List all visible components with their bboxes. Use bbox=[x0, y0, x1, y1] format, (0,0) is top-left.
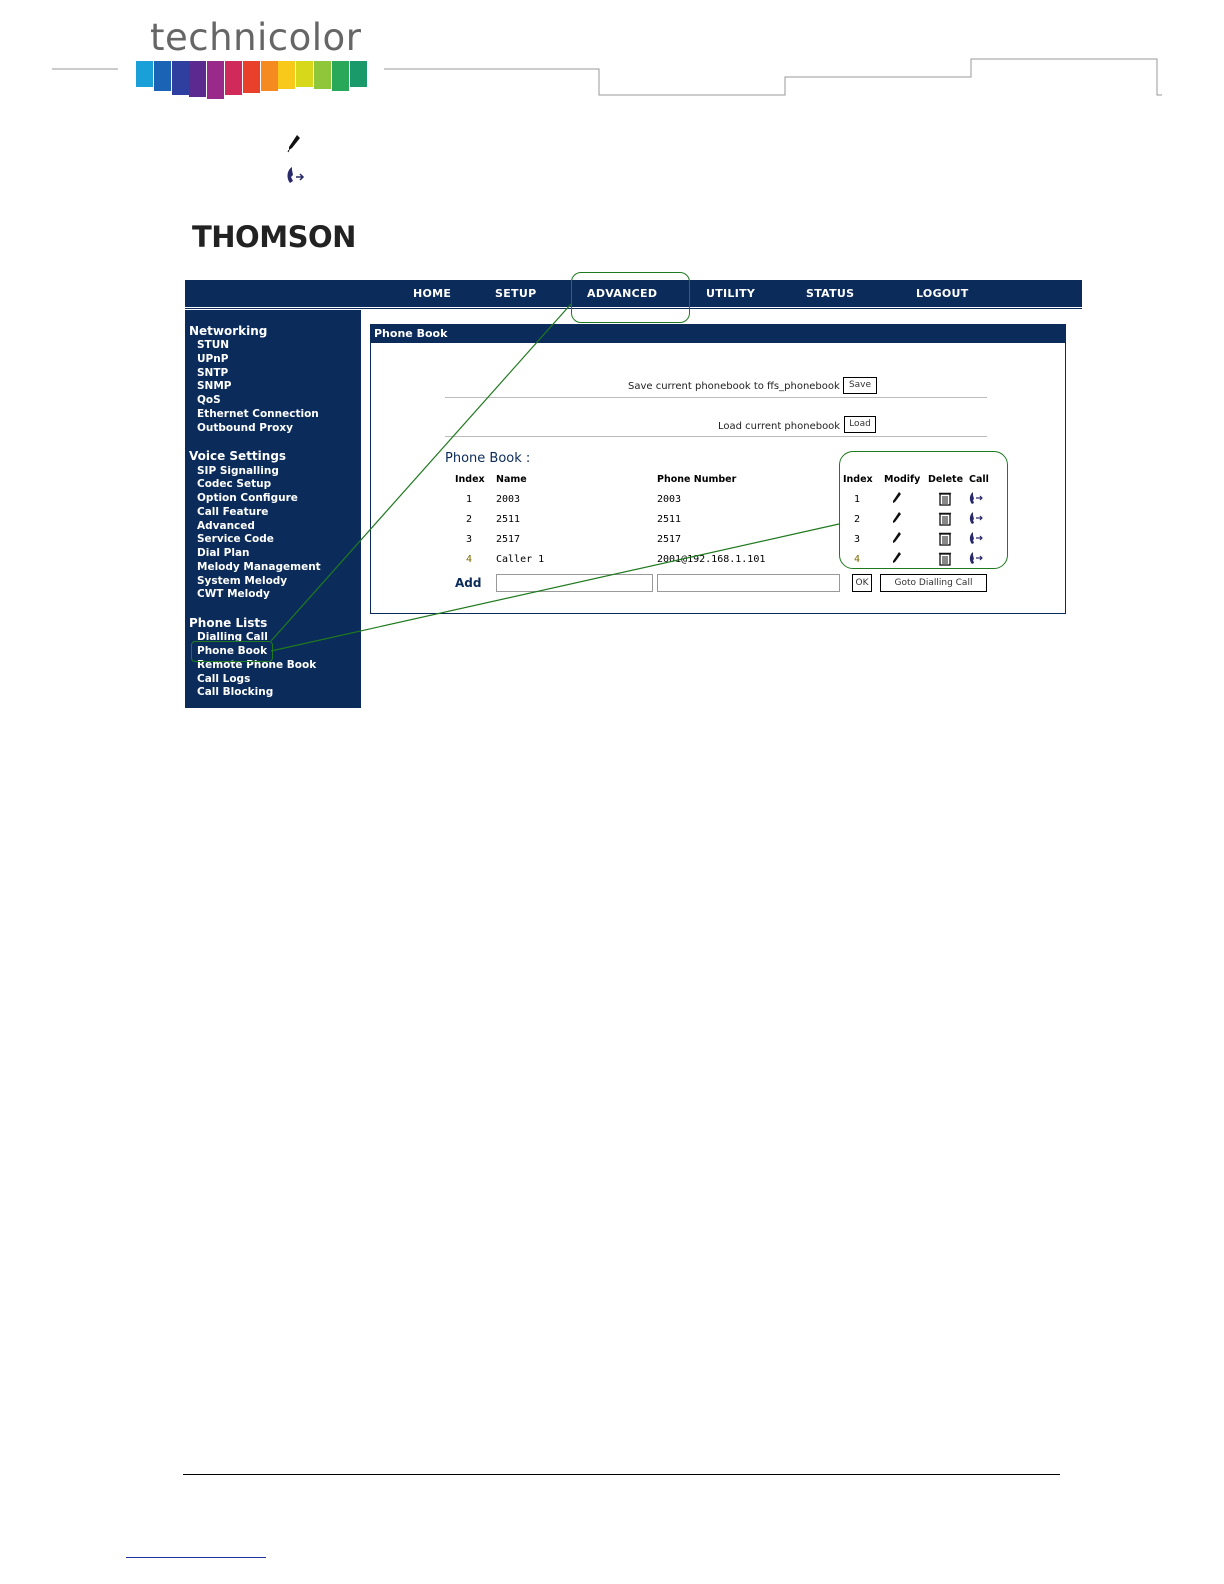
load-button[interactable]: Load bbox=[844, 416, 876, 433]
col-header-index: Index bbox=[455, 474, 485, 485]
sidebar-section-voice-settings: Voice Settings bbox=[189, 449, 287, 463]
sidebar-item-dial-plan[interactable]: Dial Plan bbox=[197, 547, 250, 559]
sidebar-section-phone-lists: Phone Lists bbox=[189, 616, 268, 630]
annotation-lines bbox=[0, 0, 1224, 720]
technicolor-logo-text: technicolor bbox=[150, 16, 362, 59]
nav-logout[interactable]: LOGOUT bbox=[916, 287, 969, 300]
sidebar-item-option-configure[interactable]: Option Configure bbox=[197, 492, 298, 504]
sidebar-item-outbound-proxy[interactable]: Outbound Proxy bbox=[197, 422, 293, 434]
col-header-index-2: Index bbox=[843, 474, 873, 485]
add-label: Add bbox=[455, 576, 482, 590]
ok-button[interactable]: OK bbox=[852, 574, 872, 592]
sidebar-item-stun[interactable]: STUN bbox=[197, 339, 230, 351]
col-header-delete: Delete bbox=[928, 474, 964, 485]
nav-advanced[interactable]: ADVANCED bbox=[587, 287, 658, 300]
row-index: 3 bbox=[466, 534, 473, 545]
sidebar-item-advanced[interactable]: Advanced bbox=[197, 520, 255, 532]
row-index: 2 bbox=[466, 514, 473, 525]
thomson-logo: THOMSON bbox=[192, 220, 356, 254]
save-phonebook-text: Save current phonebook to ffs_phonebook bbox=[628, 381, 840, 392]
sidebar-item-sntp[interactable]: SNTP bbox=[197, 367, 229, 379]
row-index: 1 bbox=[466, 494, 473, 505]
sidebar-item-call-blocking[interactable]: Call Blocking bbox=[197, 686, 274, 698]
nav-status[interactable]: STATUS bbox=[806, 287, 855, 300]
nav-home[interactable]: HOME bbox=[413, 287, 452, 300]
footer-rule bbox=[183, 1474, 1060, 1475]
row-phone-number: 2003 bbox=[657, 494, 682, 505]
sidebar-item-melody-management[interactable]: Melody Management bbox=[197, 561, 321, 573]
sidebar-item-snmp[interactable]: SNMP bbox=[197, 380, 232, 392]
sidebar-item-call-logs[interactable]: Call Logs bbox=[197, 673, 251, 685]
row-index-2: 3 bbox=[854, 534, 861, 545]
row-name: 2003 bbox=[496, 494, 521, 505]
load-phonebook-text: Load current phonebook bbox=[718, 421, 841, 432]
save-button[interactable]: Save bbox=[843, 377, 877, 394]
sidebar-item-upnp[interactable]: UPnP bbox=[197, 353, 229, 365]
col-header-modify: Modify bbox=[884, 474, 921, 485]
col-header-name: Name bbox=[496, 474, 527, 485]
col-header-phone-number: Phone Number bbox=[657, 474, 737, 485]
sidebar-item-cwt-melody[interactable]: CWT Melody bbox=[197, 588, 270, 600]
row-index-2: 2 bbox=[854, 514, 861, 525]
goto-dialling-call-button[interactable]: Goto Dialling Call bbox=[880, 574, 987, 592]
sidebar-section-networking: Networking bbox=[189, 324, 268, 338]
sidebar-item-sip-signalling[interactable]: SIP Signalling bbox=[197, 465, 279, 477]
nav-utility[interactable]: UTILITY bbox=[706, 287, 756, 300]
row-name: 2517 bbox=[496, 534, 521, 545]
row-index: 4 bbox=[466, 554, 473, 565]
sidebar-item-ethernet-connection[interactable]: Ethernet Connection bbox=[197, 408, 319, 420]
footer-link-underline[interactable] bbox=[126, 1557, 266, 1558]
sidebar-item-qos[interactable]: QoS bbox=[197, 394, 221, 406]
sidebar-item-service-code[interactable]: Service Code bbox=[197, 533, 274, 545]
row-name: 2511 bbox=[496, 514, 521, 525]
sidebar-item-phone-book[interactable]: Phone Book bbox=[197, 645, 268, 657]
sidebar-item-codec-setup[interactable]: Codec Setup bbox=[197, 478, 272, 490]
row-name: Caller 1 bbox=[496, 554, 545, 565]
row-index-2: 1 bbox=[854, 494, 861, 505]
nav-setup[interactable]: SETUP bbox=[495, 287, 537, 300]
row-phone-number: 2001@192.168.1.101 bbox=[657, 554, 766, 565]
sidebar-item-system-melody[interactable]: System Melody bbox=[197, 575, 288, 587]
sidebar-item-call-feature[interactable]: Call Feature bbox=[197, 506, 269, 518]
phone-book-heading: Phone Book : bbox=[445, 451, 531, 466]
row-phone-number: 2511 bbox=[657, 514, 682, 525]
row-index-2: 4 bbox=[854, 554, 861, 565]
col-header-call: Call bbox=[969, 474, 989, 485]
row-phone-number: 2517 bbox=[657, 534, 682, 545]
sidebar-item-dialling-call[interactable]: Dialling Call bbox=[197, 631, 268, 643]
panel-title: Phone Book bbox=[374, 327, 448, 340]
sidebar-item-remote-phone-book[interactable]: Remote Phone Book bbox=[197, 659, 317, 671]
